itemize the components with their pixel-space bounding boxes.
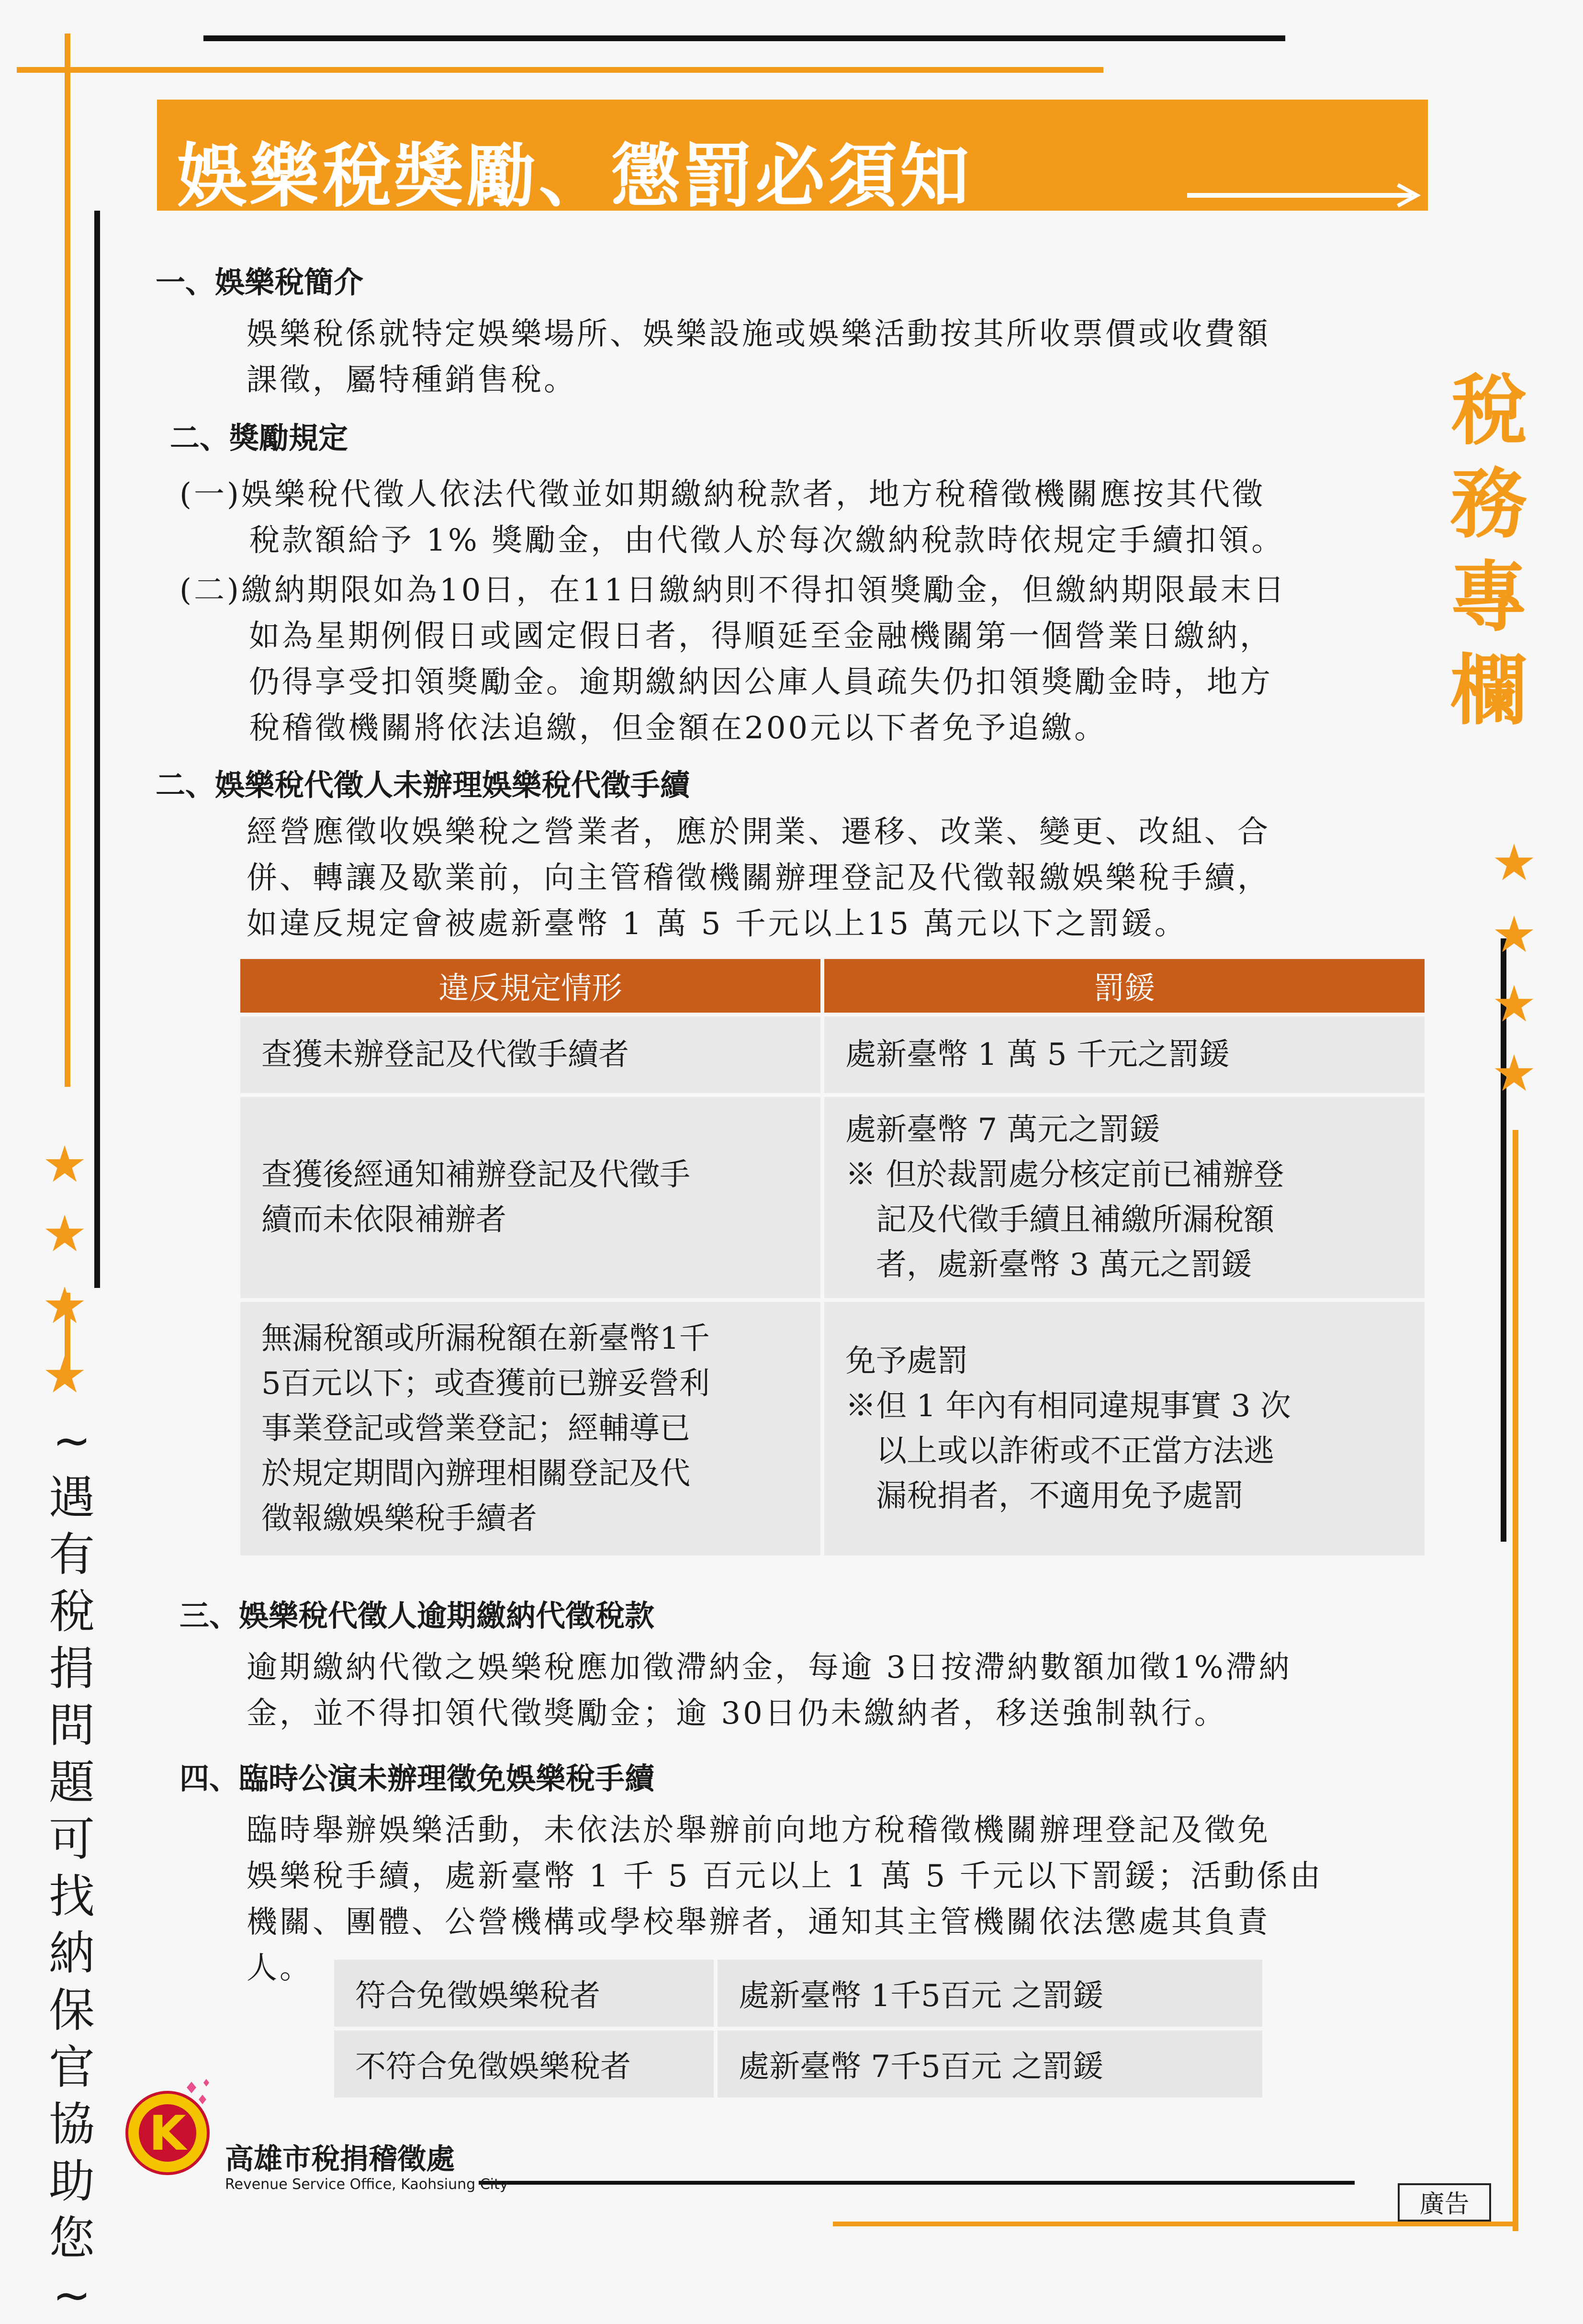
slogan-char: 納 xyxy=(49,1927,95,1980)
text-line: 娛樂稅手續，處新臺幣 1 千 5 百元以上 1 萬 5 千元以下罰鍰；活動係由 xyxy=(247,1859,1323,1894)
text-line: 處新臺幣 7 萬元之罰鍰 xyxy=(845,1112,1160,1148)
reward-item-2 xyxy=(180,567,1287,751)
star-icon: ★ xyxy=(1492,834,1537,892)
violation-cell xyxy=(240,1016,820,1093)
text-line: 漏稅捐者，不適用免予處罰 xyxy=(845,1478,1244,1514)
section-body-overdue xyxy=(247,1645,1292,1737)
text-line: 如為星期例假日或國定假日者，得順延至金融機關第一個營業日繳納， xyxy=(249,619,1273,654)
slogan-char: ~ xyxy=(52,2268,91,2322)
text-line: ※但 1 年內有相同違規事實 3 次 xyxy=(845,1388,1291,1424)
column-header: 罰鍰 xyxy=(824,959,1425,1013)
slogan-char: 遇 xyxy=(49,1471,95,1524)
slogan-char: 問 xyxy=(49,1699,95,1752)
fine-cell xyxy=(824,1302,1425,1556)
slogan-char: 稅 xyxy=(49,1585,95,1638)
top-black-line xyxy=(203,35,1285,41)
side-title-char: 專 xyxy=(1450,553,1527,642)
text-line: 處新臺幣 1 萬 5 千元之罰鍰 xyxy=(845,1037,1230,1072)
text-line: 稅款額給予 1% 獎勵金，由代徵人於每次繳納稅款時依規定手續扣領。 xyxy=(249,523,1285,558)
left-black-line xyxy=(94,211,100,1288)
bottom-black-line xyxy=(479,2181,1355,2185)
text-line: 無漏稅額或所漏稅額在新臺幣1千 xyxy=(261,1321,710,1356)
left-orange-line xyxy=(65,34,70,1087)
star-icon: ★ xyxy=(42,1276,88,1335)
org-name-english: Revenue Service Office, Kaohsiung City xyxy=(225,2176,508,2193)
top-orange-line xyxy=(17,67,1103,73)
violation-cell xyxy=(240,1097,820,1298)
table-row xyxy=(334,2031,1262,2098)
fine-cell xyxy=(824,1097,1425,1298)
section-heading-reward: 二、獎勵規定 xyxy=(170,420,348,455)
slogan-char: 保 xyxy=(49,1984,95,2037)
star-icon: ★ xyxy=(42,1346,88,1404)
text-line: 記及代徵手續且補繳所漏稅額 xyxy=(845,1202,1274,1238)
slogan-char: 助 xyxy=(49,2155,95,2208)
section-heading-temporary-show: 四、臨時公演未辦理徵免娛樂稅手續 xyxy=(180,1761,655,1796)
slogan-char: ~ xyxy=(52,1414,91,1467)
svg-text:K: K xyxy=(149,2105,186,2161)
slogan-char: 官 xyxy=(49,2041,95,2094)
table-header-row xyxy=(240,959,1425,1013)
slogan-char: 可 xyxy=(49,1813,95,1866)
slogan-char: 題 xyxy=(49,1756,95,1809)
text-line: 以上或以詐術或不正當方法逃 xyxy=(845,1433,1274,1469)
text-line: 5百元以下；或查獲前已辦妥營利 xyxy=(261,1366,710,1401)
text-line: 事業登記或營業登記；經輔導已 xyxy=(261,1411,690,1446)
star-icon: ★ xyxy=(1492,1044,1537,1103)
page-title: 娛樂稅獎勵、懲罰必須知 xyxy=(177,135,972,217)
section-heading-agent-unregistered: 二、娛樂稅代徵人未辦理娛樂稅代徵手續 xyxy=(156,767,690,802)
text-line: 逾期繳納代徵之娛樂稅應加徵滯納金，每逾 3日按滯納數額加徵1%滯納 xyxy=(247,1650,1292,1685)
arrow-icon xyxy=(1187,181,1426,212)
star-icon: ★ xyxy=(1492,975,1537,1033)
table-row xyxy=(240,1097,1425,1298)
reward-item-1 xyxy=(180,472,1284,564)
slogan-char: 有 xyxy=(49,1528,95,1581)
text-line: 人。 xyxy=(247,1951,313,1986)
slogan-char: 協 xyxy=(49,2098,95,2151)
side-title-char: 欄 xyxy=(1450,646,1527,735)
star-icon: ★ xyxy=(42,1135,88,1194)
text-line: 稅稽徵機關將依法追繳，但金額在200元以下者免予追繳。 xyxy=(249,711,1108,746)
temporary-show-fine-table xyxy=(330,1956,1266,2101)
text-line: 金，並不得扣領代徵獎勵金；逾 30日仍未繳納者，移送強制執行。 xyxy=(247,1696,1227,1731)
side-title-char: 稅 xyxy=(1450,366,1527,455)
slogan-char: 您 xyxy=(49,2211,95,2265)
left-slogan xyxy=(43,1412,101,2324)
text-line: (一)娛樂稅代徵人依法代徵並如期繳納稅款者，地方稅稽徵機關應按其代徵 xyxy=(180,477,1265,512)
section-body-agent-unregistered xyxy=(247,809,1270,947)
text-line: 徵報繳娛樂稅手續者 xyxy=(261,1501,537,1536)
mascot-logo xyxy=(115,2073,220,2180)
side-title-char: 務 xyxy=(1450,459,1527,549)
fine-cell: 處新臺幣 1千5百元 之罰鍰 xyxy=(718,1960,1262,2027)
text-line: 經營應徵收娛樂稅之營業者，應於開業、遷移、改業、變更、改組、合 xyxy=(247,814,1270,850)
advertisement-label: 廣告 xyxy=(1398,2183,1491,2222)
section-body-intro xyxy=(247,311,1270,403)
fine-cell: 處新臺幣 7千5百元 之罰鍰 xyxy=(718,2031,1262,2098)
table-row xyxy=(240,1016,1425,1093)
org-name: 高雄市稅捐稽徵處 xyxy=(225,2143,455,2176)
section-heading-overdue: 三、娛樂稅代徵人逾期繳納代徵稅款 xyxy=(180,1598,655,1633)
text-line: 娛樂稅係就特定娛樂場所、娛樂設施或娛樂活動按其所收票價或收費額 xyxy=(247,316,1270,352)
text-line: 續而未依限補辦者 xyxy=(261,1202,506,1238)
right-orange-line xyxy=(1513,1130,1518,2231)
slogan-char: 找 xyxy=(49,1870,95,1923)
text-line: 如違反規定會被處新臺幣 1 萬 5 千元以上15 萬元以下之罰鍰。 xyxy=(247,906,1188,942)
text-line: 機關、團體、公營機構或學校舉辦者，通知其主管機關依法懲處其負責 xyxy=(247,1905,1270,1940)
category-cell: 不符合免徵娛樂稅者 xyxy=(334,2031,714,2098)
star-icon: ★ xyxy=(42,1205,88,1263)
text-line: 查獲未辦登記及代徵手續者 xyxy=(261,1037,629,1072)
fine-cell xyxy=(824,1016,1425,1093)
column-header: 違反規定情形 xyxy=(240,959,820,1013)
text-line: 課徵，屬特種銷售稅。 xyxy=(247,362,577,398)
category-cell: 符合免徵娛樂稅者 xyxy=(334,1960,714,2027)
table-row xyxy=(240,1302,1425,1556)
table-row xyxy=(334,1960,1262,2027)
slogan-char: 捐 xyxy=(49,1642,95,1695)
text-line: ※ 但於裁罰處分核定前已補辦登 xyxy=(845,1157,1284,1193)
text-line: 免予處罰 xyxy=(845,1343,968,1379)
text-line: (二)繳納期限如為10日，在11日繳納則不得扣領獎勵金，但繳納期限最末日 xyxy=(180,573,1287,608)
star-icon: ★ xyxy=(1492,905,1537,964)
violation-cell xyxy=(240,1302,820,1556)
text-line: 臨時舉辦娛樂活動，未依法於舉辦前向地方稅稽徵機關辦理登記及徵免 xyxy=(247,1813,1270,1848)
section-heading-intro: 一、娛樂稅簡介 xyxy=(156,265,364,300)
text-line: 查獲後經通知補辦登記及代徵手 xyxy=(261,1157,690,1193)
text-line: 於規定期間內辦理相關登記及代 xyxy=(261,1456,690,1491)
penalty-table xyxy=(236,955,1428,1559)
bottom-orange-line xyxy=(833,2222,1513,2226)
text-line: 者，處新臺幣 3 萬元之罰鍰 xyxy=(845,1247,1252,1283)
side-column-title xyxy=(1446,364,1532,737)
text-line: 仍得享受扣領獎勵金。逾期繳納因公庫人員疏失仍扣領獎勵金時，地方 xyxy=(249,665,1273,700)
text-line: 併、轉讓及歇業前，向主管稽徵機關辦理登記及代徵報繳娛樂稅手續， xyxy=(247,860,1270,896)
